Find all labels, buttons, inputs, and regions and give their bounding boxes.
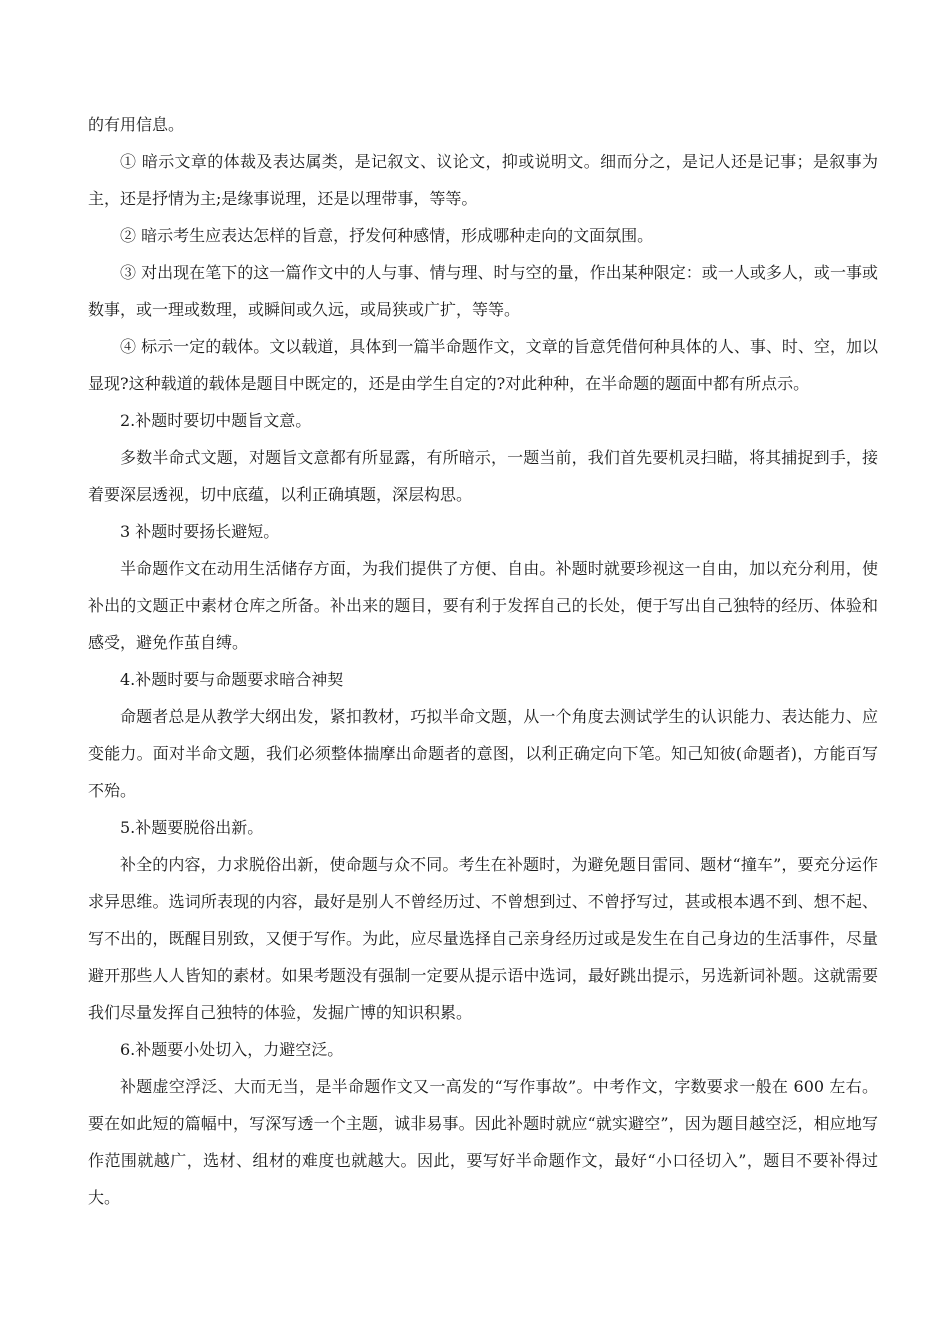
section-heading-5: 5.补题要脱俗出新。 <box>120 818 264 837</box>
section-heading-3: 3 补题时要扬长避短。 <box>120 522 280 541</box>
section-heading-6: 6.补题要小处切入，力避空泛。 <box>120 1040 344 1059</box>
paragraph-point-4: ④ 标示一定的载体。文以载道，具体到一篇半命题作文，文章的旨意凭借何种具体的人、事、时、空，加以显现?这种载道的载体是题目中既定的，还是由学生自定的?对此种种，在半命题的题面中都有所点示。 <box>88 337 878 393</box>
document-body <box>88 106 878 1216</box>
section-heading-4: 4.补题时要与命题要求暗合神契 <box>120 670 344 689</box>
paragraph-section-6: 补题虚空浮泛、大而无当，是半命题作文又一高发的“写作事故”。中考作文，字数要求一般在 600 左右。要在如此短的篇幅中，写深写透一个主题，诚非易事。因此补题时就应“就实避空”，因为题目越空泛，相应地写作范围就越广，选材、组材的难度也就越大。因此，要写好半命题作文，最好“小口径切入”，题目不要补得过大。 <box>88 1077 878 1207</box>
paragraph-section-4: 命题者总是从教学大纲出发，紧扣教材，巧拟半命文题，从一个角度去测试学生的认识能力、表达能力、应变能力。面对半命文题，我们必须整体揣摩出命题者的意图，以利正确定向下笔。知己知彼(命题者)，方能百写不殆。 <box>88 707 878 800</box>
paragraph-section-5: 补全的内容，力求脱俗出新，使命题与众不同。考生在补题时，为避免题目雷同、题材“撞车”，要充分运作求异思维。选词所表现的内容，最好是别人不曾经历过、不曾想到过、不曾抒写过，甚或根本遇不到、想不起、写不出的，既醒目别致，又便于写作。为此，应尽量选择自己亲身经历过或是发生在自己身边的生活事件，尽量避开那些人人皆知的素材。如果考题没有强制一定要从提示语中选词，最好跳出提示，另选新词补题。这就需要我们尽量发挥自己独特的体验，发掘广博的知识积累。 <box>88 855 878 1022</box>
paragraph-section-3: 半命题作文在动用生活储存方面，为我们提供了方便、自由。补题时就要珍视这一自由，加以充分利用，使补出的文题正中素材仓库之所备。补出来的题目，要有利于发挥自己的长处，便于写出自己独特的经历、体验和感受，避免作茧自缚。 <box>88 559 878 652</box>
paragraph-point-1: ① 暗示文章的体裁及表达属类，是记叙文、议论文，抑或说明文。细而分之，是记人还是记事；是叙事为主，还是抒情为主;是缘事说理，还是以理带事，等等。 <box>88 152 878 208</box>
section-heading-2: 2.补题时要切中题旨文意。 <box>120 411 312 430</box>
paragraph-continuation: 的有用信息。 <box>88 115 185 134</box>
paragraph-section-2: 多数半命式文题，对题旨文意都有所显露，有所暗示，一题当前，我们首先要机灵扫瞄，将其捕捉到手，接着要深层透视，切中底蕴，以利正确填题，深层构思。 <box>88 448 878 504</box>
paragraph-point-2: ② 暗示考生应表达怎样的旨意，抒发何种感情，形成哪种走向的文面氛围。 <box>120 226 654 245</box>
paragraph-point-3: ③ 对出现在笔下的这一篇作文中的人与事、情与理、时与空的量，作出某种限定：或一人或多人，或一事或数事，或一理或数理，或瞬间或久远，或局狭或广扩，等等。 <box>88 263 878 319</box>
